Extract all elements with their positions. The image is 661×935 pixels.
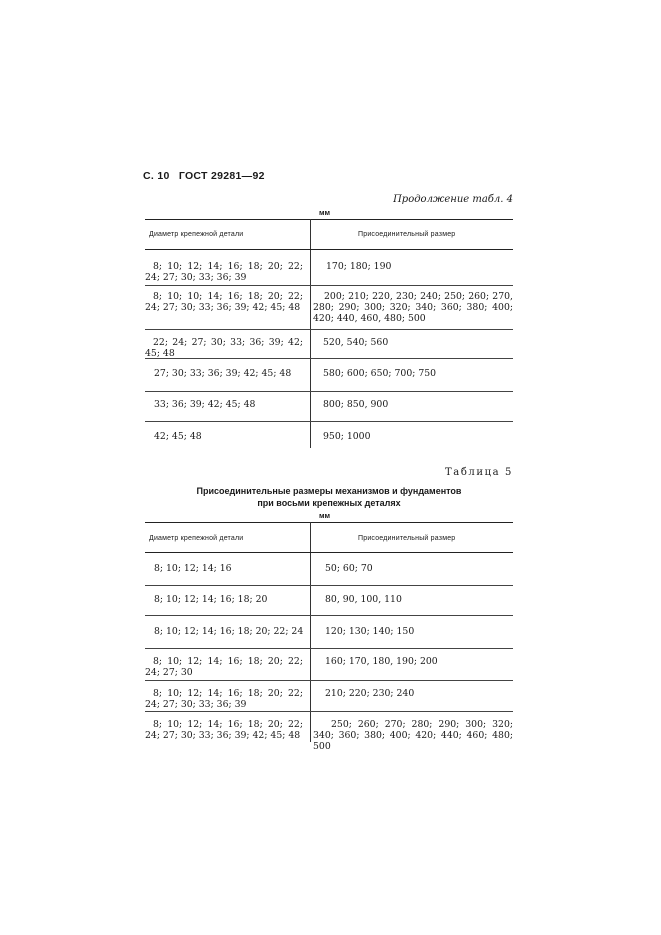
table4 xyxy=(145,219,513,449)
table-row-size: 80, 90, 100, 110 xyxy=(325,594,402,605)
table-row-size: 200; 210; 220, 230; 240; 250; 260; 270, 280; 290; 300; 320; 340; 360; 380; 400; 420; 440, 460, 480; 500 xyxy=(313,291,513,324)
table4-continuation: Продолжение табл. 4 xyxy=(393,194,513,205)
table-row: 8; 10; 12; 14; 16; 18; 20; 22; 24 xyxy=(154,626,304,637)
table-row-size: 210; 220; 230; 240 xyxy=(325,688,415,699)
row-rule xyxy=(145,358,513,359)
table-row: 8; 10; 12; 14; 16; 18; 20; 22; 24; 27; 30; 33; 36; 39; 42; 45; 48 xyxy=(145,719,303,741)
row-rule xyxy=(145,680,513,681)
table-row: 8; 10; 12; 14; 16; 18; 20; 22; 24; 27; 30; 33; 36; 39 xyxy=(145,688,303,710)
table-row-size: 580; 600; 650; 700; 750 xyxy=(323,368,437,379)
table5-title-line1: Присоединительные размеры механизмов и фундаментов xyxy=(196,486,462,496)
table-row: 42; 45; 48 xyxy=(154,431,202,442)
table-row-size: 950; 1000 xyxy=(323,431,371,442)
row-rule xyxy=(145,421,513,422)
table5-col2-header: Присоединительный размер xyxy=(358,535,456,542)
page-number: С. 10 xyxy=(143,170,170,182)
page-header xyxy=(143,170,265,182)
row-rule xyxy=(145,391,513,392)
table-row-size: 520, 540; 560 xyxy=(323,337,389,348)
table4-col1-header: Диаметр крепежной детали xyxy=(149,231,244,238)
table5-col1-header: Диаметр крепежной детали xyxy=(149,535,244,542)
table4-col2-header: Присоединительный размер xyxy=(358,231,456,238)
table5-label: Таблица 5 xyxy=(444,467,513,478)
standard-number: ГОСТ 29281—92 xyxy=(178,170,265,182)
table-row: 22; 24; 27; 30; 33; 36; 39; 42; 45; 48 xyxy=(145,337,303,359)
table-row: 27; 30; 33; 36; 39; 42; 45; 48 xyxy=(154,368,292,379)
table-row: 33; 36; 39; 42; 45; 48 xyxy=(154,399,256,410)
table4-top-rule xyxy=(145,219,513,220)
row-rule xyxy=(145,329,513,330)
table-row: 8; 10; 12; 14; 16; 18; 20 xyxy=(154,594,268,605)
table-row: 8; 10; 12; 14; 16; 18; 20; 22; 24; 27; 30 xyxy=(145,656,303,678)
table-row-size: 120; 130; 140; 150 xyxy=(325,626,415,637)
table4-header-rule xyxy=(145,249,513,250)
table-row-size: 250; 260; 270; 280; 290; 300; 320; 340; 360; 380; 400; 420; 440; 460; 480; 500 xyxy=(313,719,513,752)
table-row-size: 160; 170, 180, 190; 200 xyxy=(325,656,438,667)
row-rule xyxy=(145,615,513,616)
row-rule xyxy=(145,648,513,649)
table5 xyxy=(145,522,513,752)
row-rule xyxy=(145,285,513,286)
row-rule xyxy=(145,711,513,712)
table-row-size: 50; 60; 70 xyxy=(325,563,373,574)
table5-top-rule xyxy=(145,522,513,523)
table5-unit: мм xyxy=(319,511,331,520)
table-row-size: 800; 850, 900 xyxy=(323,399,389,410)
row-rule xyxy=(145,585,513,586)
table-row: 8; 10; 12; 14; 16 xyxy=(154,563,232,574)
table4-unit: мм xyxy=(319,208,331,217)
table5-title-line2: при восьми крепежных деталях xyxy=(257,498,401,508)
table4-column-divider xyxy=(310,219,311,448)
table-row: 8; 10; 10; 14; 16; 18; 20; 22; 24; 27; 30; 33; 36; 39; 42; 45; 48 xyxy=(145,291,303,313)
table-row-size: 170; 180; 190 xyxy=(326,261,392,272)
table5-header-rule xyxy=(145,552,513,553)
table-row: 8; 10; 12; 14; 16; 18; 20; 22; 24; 27; 30; 33; 36; 39 xyxy=(145,261,303,283)
